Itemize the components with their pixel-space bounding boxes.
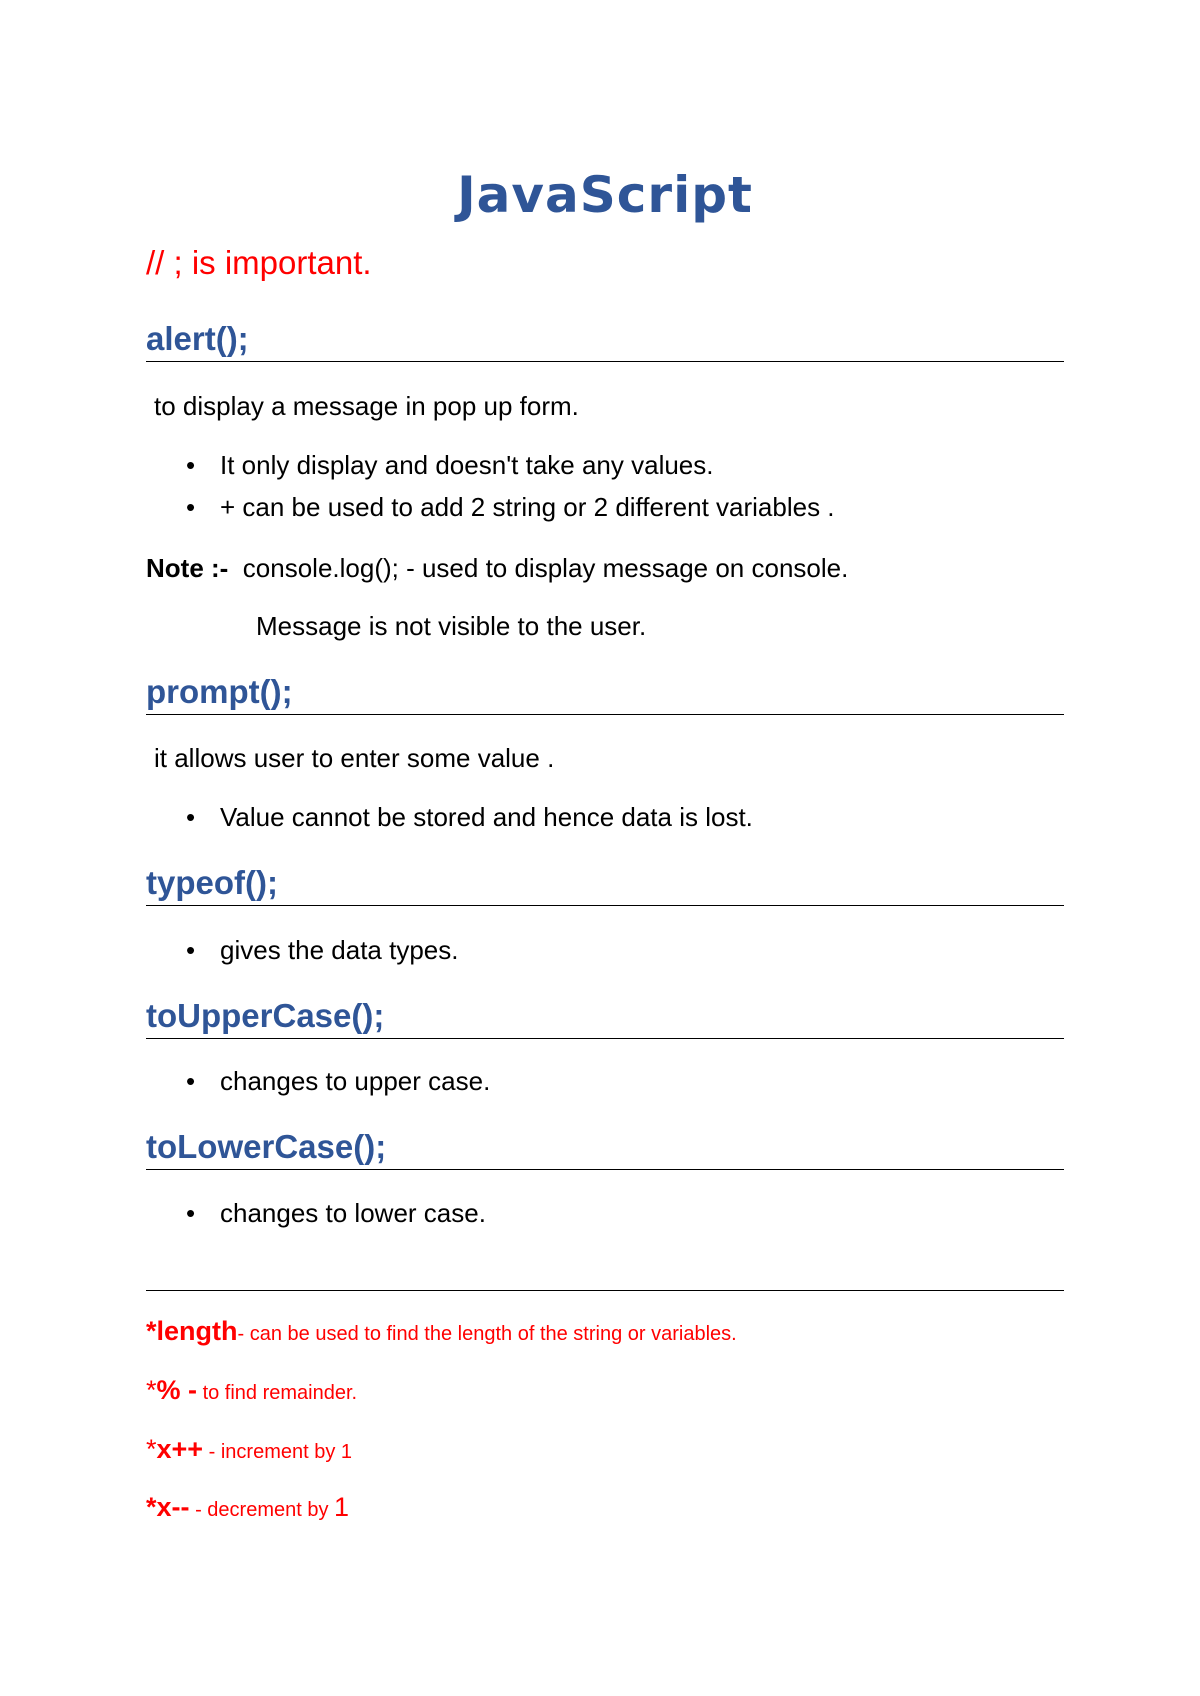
heading-prompt: prompt();: [146, 675, 1064, 715]
note-line: [146, 555, 848, 581]
extra-term: x++: [156, 1434, 204, 1464]
extra-desc: - increment by 1: [203, 1441, 353, 1463]
list-item-text: gives the data types.: [220, 935, 459, 965]
list-item-text: + can be used to add 2 string or 2 different variables .: [220, 492, 835, 522]
prompt-description: it allows user to enter some value .: [154, 743, 555, 773]
extra-term: length: [156, 1316, 238, 1346]
extra-tail: 1: [334, 1492, 350, 1522]
extra-desc: to find remainder.: [197, 1382, 358, 1404]
document-page: [146, 0, 1064, 1696]
divider: [146, 1290, 1064, 1291]
alert-description: to display a message in pop up form.: [154, 391, 579, 421]
bullet-icon: •: [186, 492, 196, 522]
note-text: console.log(); - used to display message on console.: [242, 553, 849, 583]
page-title: JavaScript: [457, 166, 753, 224]
heading-tolowercase: toLowerCase();: [146, 1130, 1064, 1170]
bullet-icon: •: [186, 450, 196, 480]
extra-star: *: [146, 1492, 157, 1522]
extra-star: *: [146, 1375, 157, 1405]
heading-touppercase: toUpperCase();: [146, 999, 1064, 1039]
bullet-icon: •: [186, 802, 196, 832]
list-item-text: changes to upper case.: [220, 1066, 491, 1096]
list-item: [186, 1068, 490, 1094]
bullet-icon: •: [186, 1198, 196, 1228]
heading-typeof: typeof();: [146, 866, 1064, 906]
list-item-text: changes to lower case.: [220, 1198, 486, 1228]
extra-remainder: [146, 1377, 357, 1404]
list-item: [186, 494, 835, 520]
list-item-text: Value cannot be stored and hence data is lost.: [220, 802, 753, 832]
list-item: [186, 937, 458, 963]
list-item: [186, 452, 714, 478]
list-item-text: It only display and doesn't take any values.: [220, 450, 714, 480]
comment-line: // ; is important.: [146, 244, 372, 281]
extra-star: *: [146, 1434, 157, 1464]
extra-decrement: [146, 1494, 349, 1521]
note-line-2: Message is not visible to the user.: [256, 611, 647, 641]
extra-star: *: [146, 1316, 157, 1346]
note-label: Note :-: [146, 553, 229, 583]
bullet-icon: •: [186, 935, 196, 965]
list-item: [186, 804, 753, 830]
extra-term: x--: [156, 1492, 190, 1522]
extra-desc: - decrement by: [189, 1499, 335, 1521]
extra-desc: - can be used to find the length of the string or variables.: [237, 1323, 737, 1345]
heading-alert: alert();: [146, 322, 1064, 362]
extra-length: [146, 1318, 737, 1345]
extra-term: % -: [156, 1375, 198, 1405]
bullet-icon: •: [186, 1066, 196, 1096]
list-item: [186, 1200, 486, 1226]
extra-increment: [146, 1436, 352, 1463]
